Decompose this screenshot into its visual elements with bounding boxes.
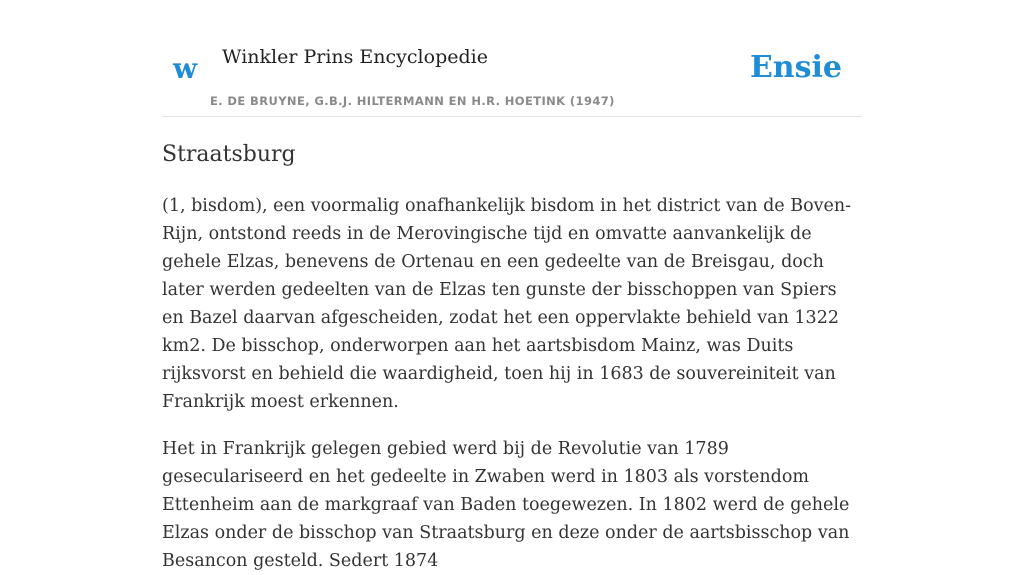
site-header <box>162 0 862 117</box>
brand-link[interactable]: Ensie <box>749 50 842 85</box>
site-logo[interactable]: w <box>173 52 198 85</box>
encyclopedia-title[interactable]: Winkler Prins Encyclopedie <box>222 46 488 68</box>
authors-line: E. DE BRUYNE, G.B.J. HILTERMANN EN H.R. HOETINK (1947) <box>210 94 615 108</box>
article <box>162 137 862 575</box>
article-paragraph-2: Het in Frankrijk gelegen gebied werd bij de Revolutie van 1789 geseculariseerd en het gedeelte in Zwaben werd in 1803 als vorstendom Ettenheim aan de markgraaf van Baden toegewezen. In 1802 werd de gehele Elzas onder de bisschop van Straatsburg en deze onder de aartsbisschop van Besancon gesteld. Sedert 1874 <box>162 439 850 571</box>
article-paragraph-1: (1, bisdom), een voormalig onafhankelijk bisdom in het district van de Boven-Rijn, ontstond reeds in de Merovingische tijd en omvatte aanvankelijk de gehele Elzas, benevens de Ortenau en een gedeelte van de Breisgau, doch later werden gedeelten van de Elzas ten gunste der bisschoppen van Spiers en Bazel daarvan afgescheiden, zodat het een oppervlakte behield van 1322 km2. De bisschop, onderworpen aan het aartsbisdom Mainz, was Duits rijksvorst en behield die waardigheid, toen hij in 1683 de souvereiniteit van Frankrijk moest erkennen. <box>162 196 852 412</box>
article-heading: Straatsburg <box>162 142 296 167</box>
